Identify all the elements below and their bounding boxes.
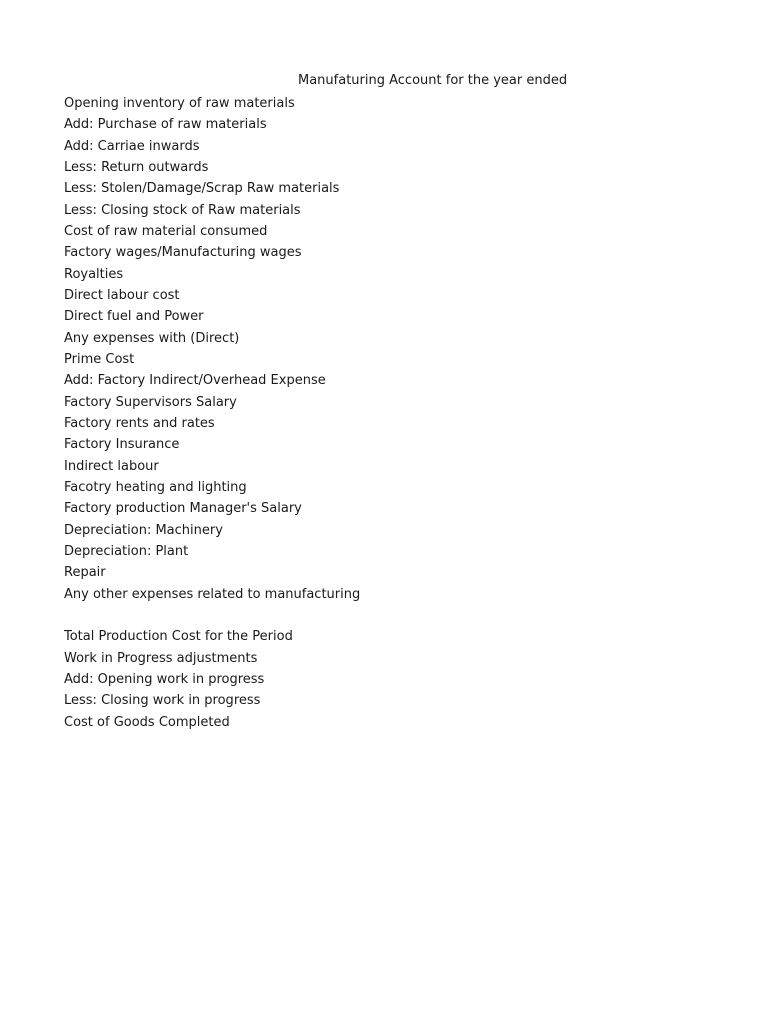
account-line-list [64,93,360,733]
line-prime-cost: Prime Cost [64,351,135,367]
line-factory-overhead: Add: Factory Indirect/Overhead Expense [64,373,326,389]
line-factory-wages: Factory wages/Manufacturing wages [64,245,302,261]
line-closing-stock-raw: Less: Closing stock of Raw materials [64,202,301,218]
line-opening-inventory: Opening inventory of raw materials [64,96,295,111]
line-depreciation-machinery: Depreciation: Machinery [64,522,223,538]
line-indirect-labour: Indirect labour [64,458,159,474]
line-factory-rents-rates: Factory rents and rates [64,415,215,431]
line-return-outwards: Less: Return outwards [64,159,209,175]
line-depreciation-plant: Depreciation: Plant [64,543,189,559]
line-direct-fuel-power: Direct fuel and Power [64,309,204,325]
line-production-manager-salary: Factory production Manager's Salary [64,501,302,517]
line-cost-raw-material-consumed: Cost of raw material consumed [64,223,268,239]
line-supervisors-salary: Factory Supervisors Salary [64,394,237,410]
line-total-production-cost: Total Production Cost for the Period [64,629,293,645]
line-other-manufacturing-expenses: Any other expenses related to manufacturing [64,586,361,602]
line-wip-adjustments: Work in Progress adjustments [64,650,258,666]
line-any-expenses-direct: Any expenses with (Direct) [64,330,240,346]
line-factory-insurance: Factory Insurance [64,437,180,453]
line-cost-goods-completed: Cost of Goods Completed [64,714,230,730]
line-repair: Repair [64,565,106,581]
line-purchase-raw-materials: Add: Purchase of raw materials [64,117,267,133]
line-royalties: Royalties [64,266,124,282]
line-direct-labour-cost: Direct labour cost [64,287,180,303]
line-carriage-inwards: Add: Carriae inwards [64,138,200,154]
blank-line [64,605,360,626]
line-stolen-damage-scrap: Less: Stolen/Damage/Scrap Raw materials [64,181,340,197]
document-title: Manufaturing Account for the year ended [298,73,568,88]
line-heating-lighting: Facotry heating and lighting [64,479,247,495]
line-closing-wip: Less: Closing work in progress [64,693,261,709]
line-opening-wip: Add: Opening work in progress [64,671,265,687]
